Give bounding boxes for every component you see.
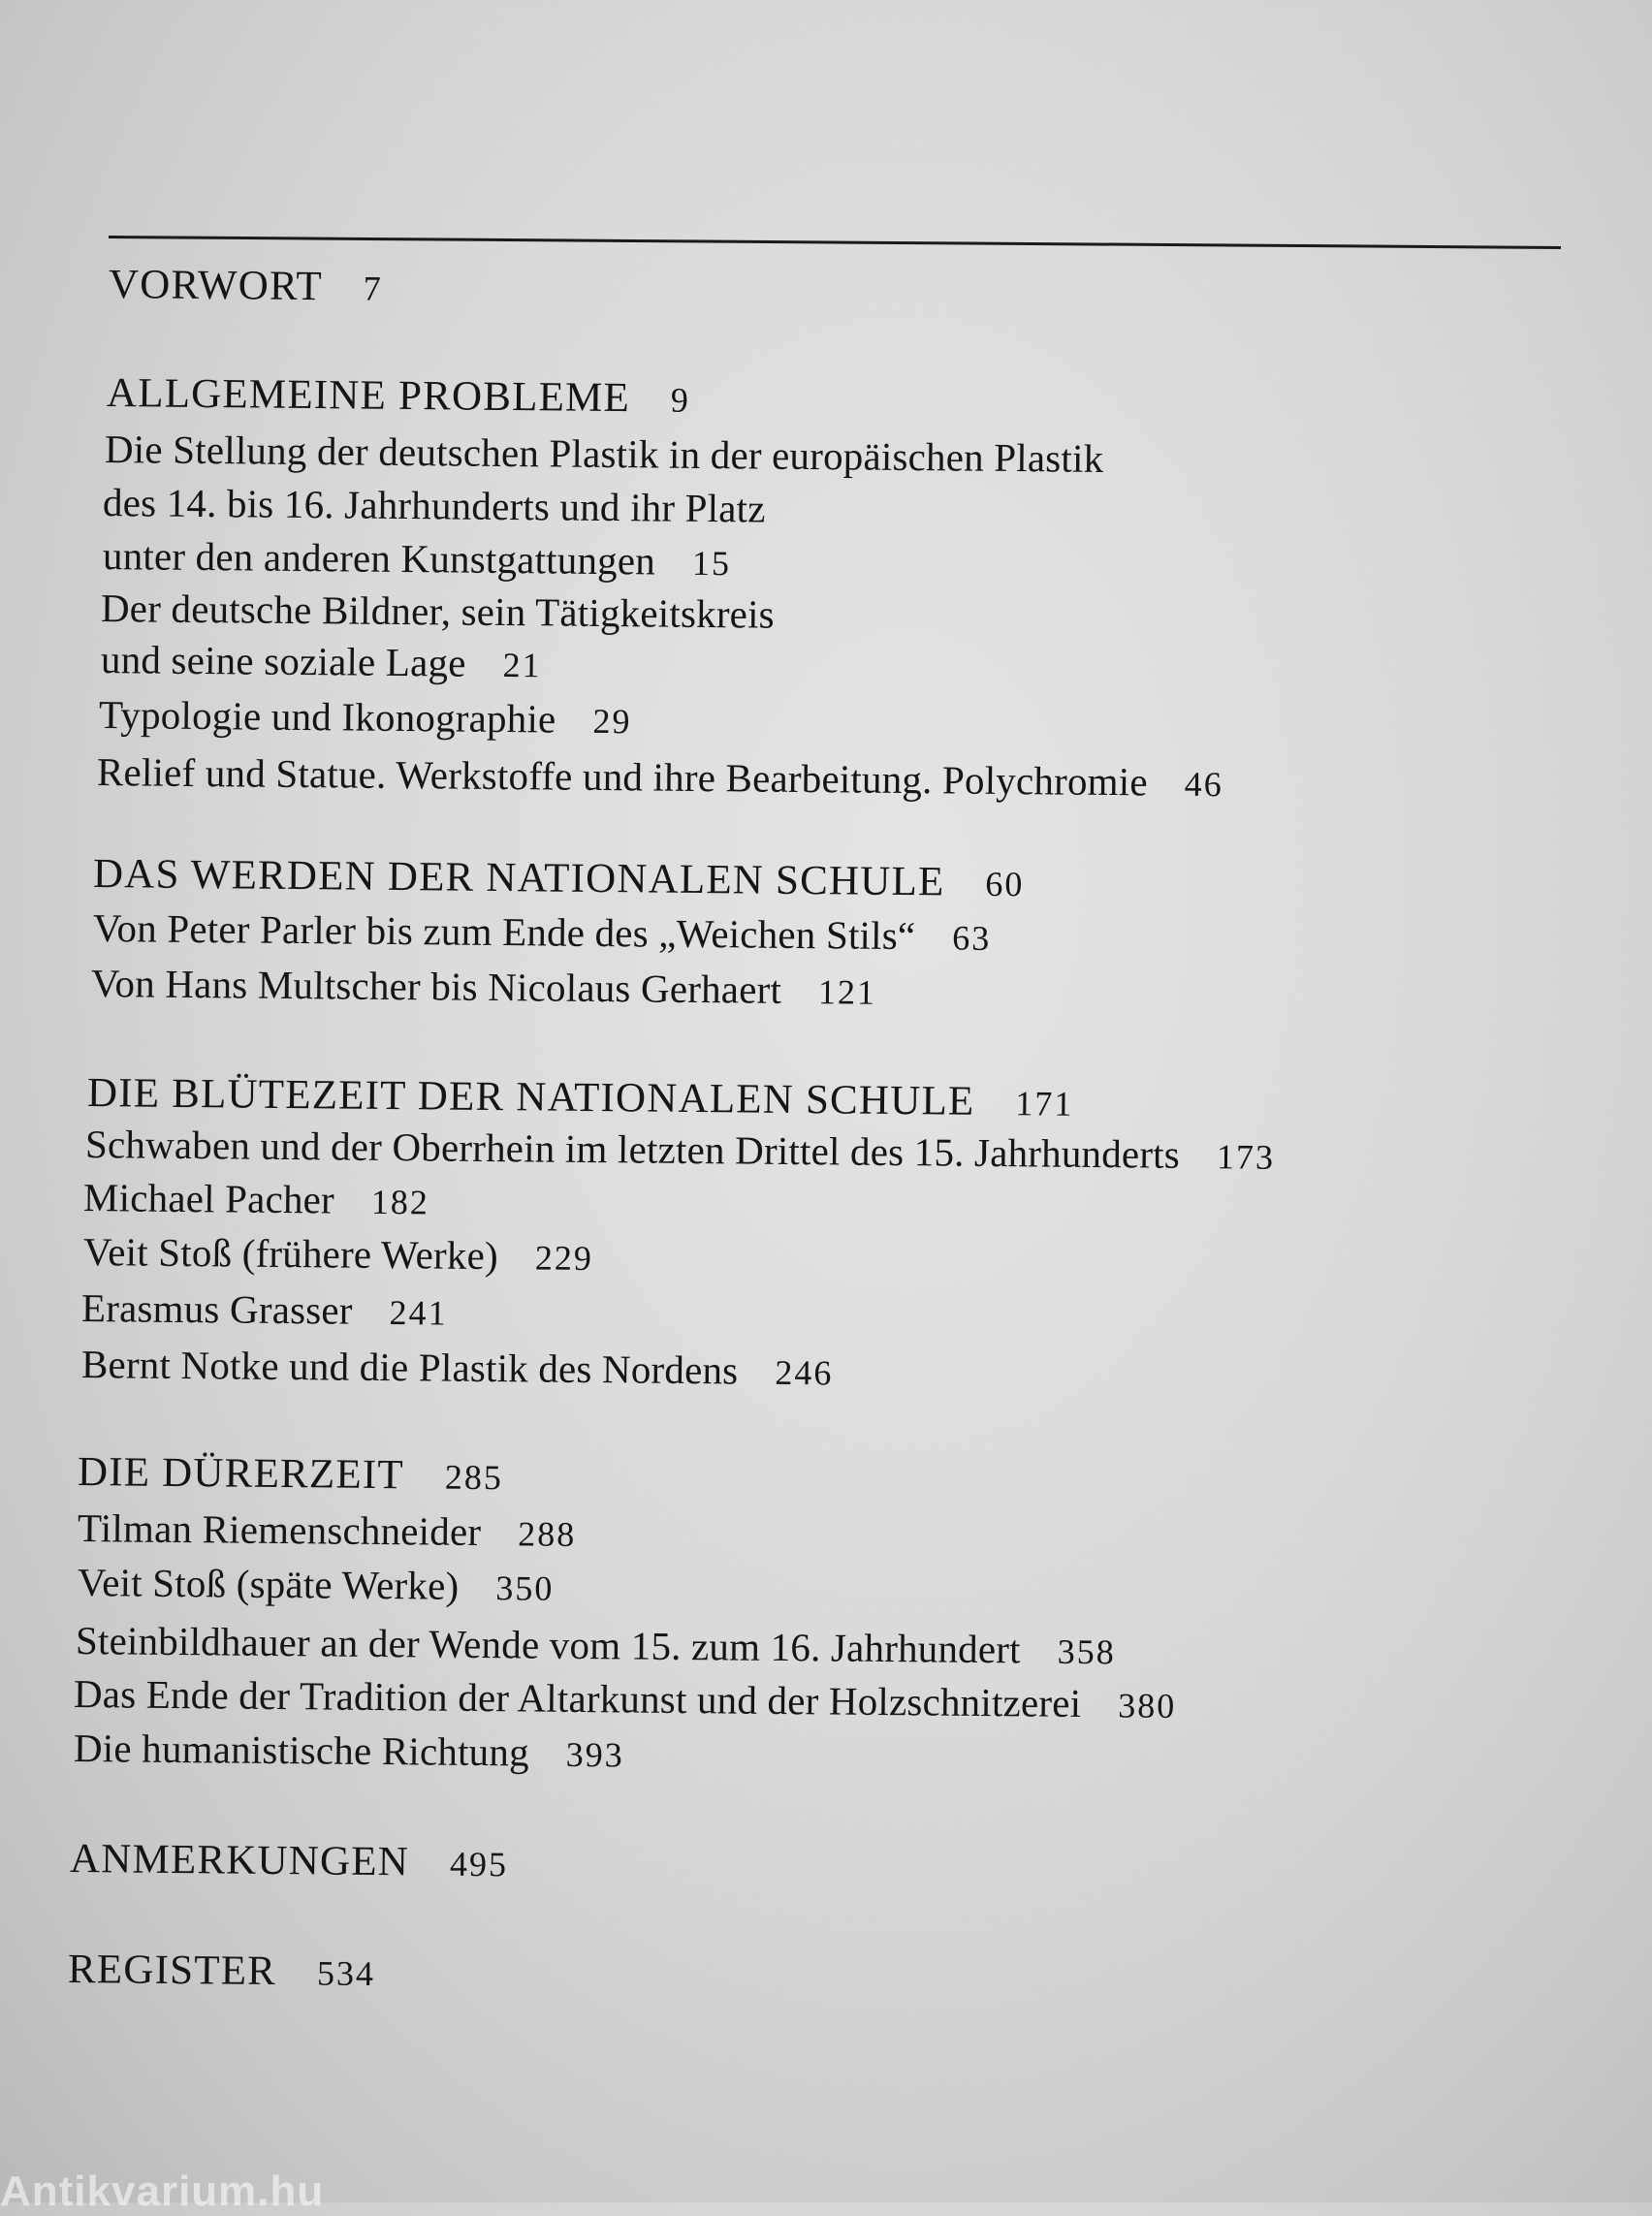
- toc-entry: [102, 533, 732, 584]
- entry-text: und seine soziale Lage: [100, 637, 466, 685]
- page-number: 63: [952, 918, 992, 958]
- page-number: 21: [502, 645, 542, 685]
- toc-entry: [101, 588, 775, 635]
- section-heading-die-duererzeit: [78, 1451, 503, 1497]
- toc-entry: [98, 692, 632, 742]
- page-number: 173: [1216, 1137, 1276, 1177]
- toc-entry: [92, 905, 992, 959]
- toc-entry: [102, 480, 766, 531]
- section-title: VORWORT: [108, 262, 324, 310]
- entry-text: Von Hans Multscher bis Nicolaus Gerhaert: [90, 961, 782, 1012]
- section-title: REGISTER: [67, 1947, 277, 1995]
- section-title: DAS WERDEN DER NATIONALEN SCHULE: [92, 851, 945, 905]
- toc-entry: [105, 429, 1104, 479]
- page-number: 358: [1057, 1631, 1116, 1672]
- entry-text: Die Stellung der deutschen Plastik in der europäischen Plastik: [104, 427, 1104, 481]
- page-number: 29: [592, 701, 632, 742]
- entry-text: Bernt Notke und die Plastik des Nordens: [80, 1342, 739, 1393]
- section-heading-register: [68, 1948, 375, 1993]
- entry-text: Steinbildhauer an der Wende vom 15. zum 16. Jahrhundert: [75, 1618, 1021, 1672]
- page-number: 241: [389, 1293, 448, 1333]
- toc-entry: [96, 749, 1223, 805]
- page-number: 9: [670, 380, 691, 420]
- entry-text: Tilman Riemenschneider: [77, 1505, 482, 1554]
- entry-text: Das Ende der Tradition der Altarkunst und der Holzschnitzerei: [73, 1671, 1082, 1725]
- page-number: 121: [817, 972, 877, 1012]
- page-number: 350: [495, 1568, 555, 1608]
- entry-text: Relief und Statue. Werkstoffe und ihre Bearbeitung. Polychromie: [96, 749, 1148, 805]
- page-number: 288: [518, 1514, 577, 1554]
- section-title: DIE BLÜTEZEIT DER NATIONALEN SCHULE: [86, 1070, 975, 1124]
- page-number: 171: [1015, 1084, 1074, 1124]
- page-number: 380: [1117, 1686, 1177, 1725]
- toc-entry: [73, 1671, 1177, 1725]
- page-number: 285: [444, 1457, 504, 1498]
- section-title: DIE DÜRERZEIT: [77, 1449, 405, 1499]
- section-title: ALLGEMEINE PROBLEME: [106, 370, 631, 422]
- section-heading-die-bluetezeit: [87, 1072, 1074, 1124]
- section-heading-vorwort: [109, 264, 383, 308]
- page-number: 60: [985, 864, 1025, 904]
- section-heading-das-werden: [93, 853, 1025, 903]
- entry-text: Der deutsche Bildner, sein Tätigkeitskreis: [100, 586, 776, 637]
- page-number: 15: [691, 543, 732, 584]
- page-number: 534: [316, 1953, 376, 1994]
- entry-text: Michael Pacher: [82, 1175, 335, 1222]
- watermark: Antikvarium.hu: [0, 2168, 325, 2215]
- page-number: 246: [775, 1352, 834, 1393]
- entry-text: Schwaben und der Oberrhein im letzten Drittel des 15. Jahrhunderts: [84, 1122, 1181, 1177]
- toc-entry: [80, 1342, 834, 1393]
- toc-entry: [82, 1175, 430, 1222]
- page-number: 229: [534, 1238, 594, 1279]
- toc-entry: [77, 1505, 577, 1554]
- entry-text: Von Peter Parler bis zum Ende des „Weichen Stils“: [92, 905, 916, 959]
- toc-entry: [82, 1229, 594, 1279]
- toc-entry: [77, 1560, 555, 1608]
- page-number: 182: [370, 1182, 430, 1222]
- page-number: 495: [449, 1844, 509, 1884]
- toc-entry: [90, 961, 877, 1012]
- toc-entry: [80, 1285, 448, 1333]
- page-number: 393: [565, 1734, 624, 1775]
- entry-text: Veit Stoß (frühere Werke): [82, 1229, 499, 1279]
- toc-entry: [85, 1124, 1275, 1176]
- entry-text: Die humanistische Richtung: [73, 1725, 530, 1775]
- entry-text: Veit Stoß (späte Werke): [77, 1560, 460, 1608]
- page-number: 46: [1184, 764, 1223, 805]
- page-number: 7: [363, 269, 383, 308]
- entry-text: Typologie und Ikonographie: [98, 692, 556, 742]
- toc-entry: [73, 1725, 624, 1775]
- section-title: ANMERKUNGEN: [69, 1836, 410, 1885]
- entry-text: des 14. bis 16. Jahrhunderts und ihr Platz: [102, 480, 766, 531]
- toc-entry: [100, 637, 542, 685]
- section-heading-anmerkungen: [70, 1838, 508, 1884]
- entry-text: Erasmus Grasser: [80, 1285, 353, 1333]
- toc-entry: [75, 1618, 1116, 1672]
- entry-text: unter den anderen Kunstgattungen: [102, 533, 656, 584]
- section-heading-allgemeine-probleme: [107, 372, 690, 420]
